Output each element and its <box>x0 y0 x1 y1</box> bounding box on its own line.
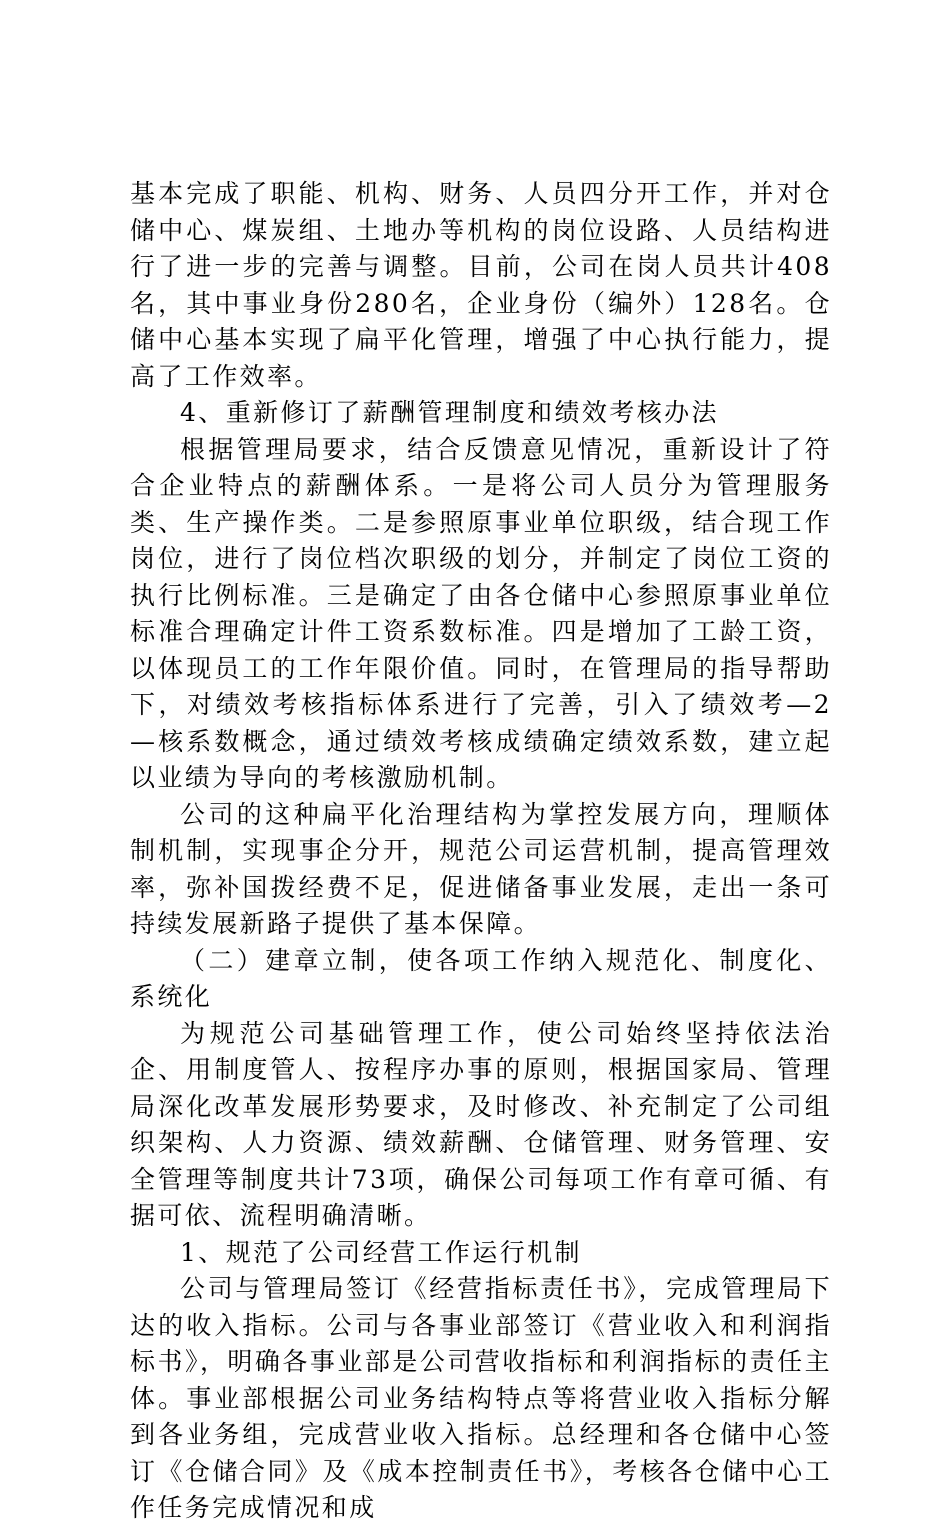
section-heading-2: （二）建章立制，使各项工作纳入规范化、制度化、系统化 <box>130 945 832 1011</box>
body-paragraph-5: 公司与管理局签订《经营指标责任书》，完成管理局下达的收入指标。公司与各事业部签订《营业收入和利润指标书》，明确各事业部是公司营收指标和利润指标的责任主体。事业部根据公司业务结构特点等将营业收入指标分解到各业务组，完成营业收入指标。总经理和各仓储中心签订《仓储合同》及《成本控制责任书》，考核各仓储中心工作任务完成情况和成 <box>130 1274 832 1522</box>
body-paragraph-4: 为规范公司基础管理工作，使公司始终坚持依法治企、用制度管人、按程序办事的原则，根据国家局、管理局深化改革发展形势要求，及时修改、补充制定了公司组织架构、人力资源、绩效薪酬、仓储管理、财务管理、安全管理等制度共计73项，确保公司每项工作有章可循、有据可依、流程明确清晰。 <box>130 1018 832 1230</box>
body-paragraph-1: 基本完成了职能、机构、财务、人员四分开工作，并对仓储中心、煤炭组、土地办等机构的岗位设路、人员结构进行了进一步的完善与调整。目前，公司在岗人员共计408名，其中事业身份280名，企业身份（编外）128名。仓储中心基本实现了扁平化管理，增强了中心执行能力，提高了工作效率。 <box>130 179 832 391</box>
document-page <box>130 176 832 1527</box>
body-paragraph-2: 根据管理局要求，结合反馈意见情况，重新设计了符合企业特点的薪酬体系。一是将公司人员分为管理服务类、生产操作类。二是参照原事业单位职级，结合现工作岗位，进行了岗位档次职级的划分，并制定了岗位工资的执行比例标准。三是确定了由各仓储中心参照原事业单位标准合理确定计件工资系数标准。四是增加了工龄工资，以体现员工的工作年限价值。同时，在管理局的指导帮助下，对绩效考核指标体系进行了完善，引入了绩效考—2—核系数概念，通过绩效考核成绩确定绩效系数，建立起以业绩为导向的考核激励机制。 <box>130 434 832 792</box>
body-paragraph-3: 公司的这种扁平化治理结构为掌控发展方向，理顺体制机制，实现事企分开，规范公司运营机制，提高管理效率，弥补国拨经费不足，促进储备事业发展，走出一条可持续发展新路子提供了基本保障。 <box>130 799 832 938</box>
section-heading-1: 1、规范了公司经营工作运行机制 <box>180 1237 582 1267</box>
section-heading-4: 4、重新修订了薪酬管理制度和绩效考核办法 <box>180 398 719 427</box>
